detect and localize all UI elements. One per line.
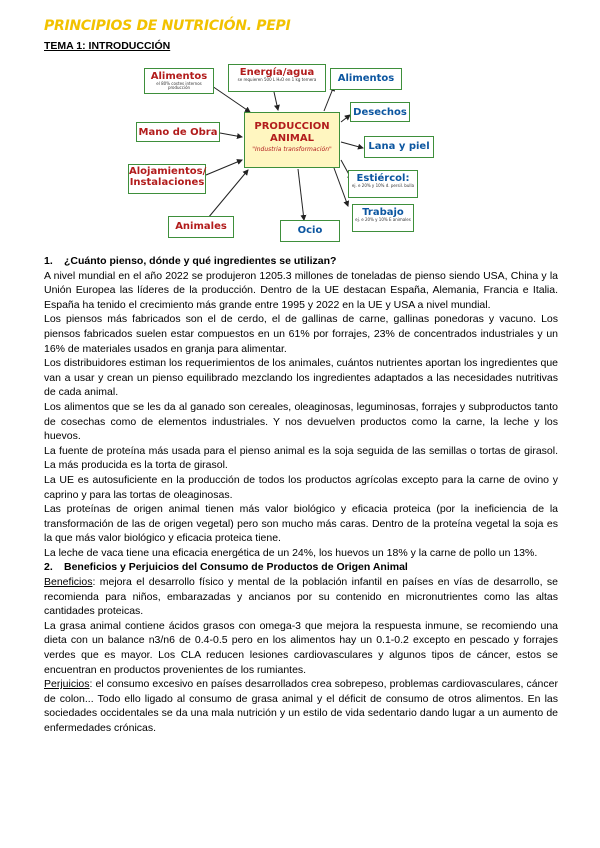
document-body xyxy=(44,254,558,736)
arrow-in-animales xyxy=(208,170,248,218)
section-1-number: 1. xyxy=(44,255,53,267)
arrow-out-trabajo xyxy=(334,168,348,206)
arrow-out-ocio xyxy=(298,169,304,220)
harms-text: : el consumo excesivo en países desarrollados crea sobrepeso, problemas cardiovasculares, cáncer de colon... Todo ello ligado al consumo de grasa animal y el déficit de consumo de otros alimentos. En las sociedades occidentales se da una mala nutrición y un estilo de vida sedentario dando lugar a un aumento de enfermedades crónicas. xyxy=(44,678,558,734)
arrow-in-energia xyxy=(274,92,278,110)
arrow-in-alojamientos xyxy=(206,160,242,175)
production-diagram xyxy=(128,60,468,244)
input-mano-obra-label: Mano de Obra xyxy=(138,127,218,138)
arrow-in-mano-obra xyxy=(220,133,242,137)
section-1-paragraph-4: Los alimentos que se les da al ganado son cereales, oleaginosas, leguminosas, forrajes y subproductos tanto de cosechas como de elementos industriales. Y nos devuelven productos como la carne, la leche y los huevos. xyxy=(44,400,558,443)
section-1-paragraph-3: Los distribuidores estiman los requerimientos de los animales, cuántos nutrientes aportan los ingredientes que van a usar y crean un pienso equilibrado mezclando los ingredientes adaptados a las necesidades nutritivas de cada animal. xyxy=(44,357,558,399)
output-lana-label: Lana y piel xyxy=(368,141,430,152)
section-2-paragraph-2: La grasa animal contiene ácidos grasos con omega-3 que mejora la respuesta inmune, se recomiendo una dieta con un balance n3/n6 de 0.4-0.5 pero en los alimentos hay un 0.1-0.2 excepto en pescado y forrajes verdes que es mayor. Los CLA reducen lesiones cardiovasculares y algunos tipos de cáncer, estos se encuentran en productos provenientes de los rumiantes. xyxy=(44,619,558,676)
section-2-harms xyxy=(44,677,558,735)
input-energia-note: se requieren 500 L H₂O en 1 kg ternera xyxy=(237,77,317,82)
document-title: PRINCIPIOS DE NUTRICIÓN. PEPI xyxy=(44,18,291,34)
section-1-paragraph-1: A nivel mundial en el año 2022 se produjeron 1205.3 millones de toneladas de pienso siendo USA, China y la Unión Europea las líderes de la producción. Dentro de la UE destacan España, Alemania, Francia e Italia. España ha tenido el crecimiento más grande entre 1995 y 2022 en la UE y USA a nivel mundial. xyxy=(44,269,558,311)
input-energia-box xyxy=(228,64,326,92)
arrow-out-lana xyxy=(341,142,363,148)
output-ocio-box xyxy=(280,220,340,242)
input-alojamientos-label: Alojamientos/ Instalaciones xyxy=(129,166,207,188)
section-1-paragraph-8: La leche de vaca tiene una eficacia energética de un 24%, los huevos un 18% y la carne de pollo un 13%. xyxy=(44,546,538,559)
output-desechos-box xyxy=(350,102,410,122)
section-1-paragraph-7: Las proteínas de origen animal tienen más valor biológico y eficacia proteica (por la ineficiencia de la transformación de las de origen vegetal) pero son mucho más caras. Dentro de la proteína vegetal la soja es la que más valor biológico y eficacia proteica tiene. xyxy=(44,503,558,545)
input-mano-obra-box xyxy=(136,122,220,142)
output-estiercol-box xyxy=(348,170,418,198)
section-1-paragraph-5: La fuente de proteína más usada para el pienso animal es la soja seguida de las semillas o tortas de girasol. La más producida es la torta de girasol. xyxy=(44,444,558,472)
output-trabajo-box xyxy=(352,204,414,232)
center-title: PRODUCCION ANIMAL xyxy=(254,121,330,144)
document-subtitle: TEMA 1: INTRODUCCIÓN xyxy=(44,40,171,52)
output-alimentos-box xyxy=(330,68,402,90)
section-1-heading xyxy=(44,254,558,269)
section-2-heading xyxy=(44,560,558,575)
output-desechos-label: Desechos xyxy=(353,107,407,118)
input-animales-label: Animales xyxy=(175,221,227,232)
section-1-paragraph-6: La UE es autosuficiente en la producción de todos los productos agrícolas excepto para la carne de ovino y caprino y para las tortas de oleaginosas. xyxy=(44,473,558,501)
output-alimentos-label: Alimentos xyxy=(337,73,395,84)
input-alimentos-box xyxy=(144,68,214,94)
input-alimentos-label: Alimentos xyxy=(150,71,208,82)
output-lana-box xyxy=(364,136,434,158)
output-ocio-label: Ocio xyxy=(297,225,323,236)
benefits-label: Beneficios xyxy=(44,576,93,589)
section-2-number: 2. xyxy=(44,561,53,574)
arrow-out-desechos xyxy=(341,115,350,122)
output-estiercol-label: Estiércol: xyxy=(356,173,410,184)
input-energia-label: Energía/agua xyxy=(239,67,315,78)
output-trabajo-note: ej. e 20% y 10% E animales xyxy=(355,217,411,222)
section-1-paragraph-2: Los piensos más fabricados son el de cerdo, el de gallinas de carne, gallinas ponedoras y vacuno. Los piensos fabricados suelen estar compuestos en un 61% por forrajes, 23% de concentrados industriales y un 16% de materiales usados en granja para alimentar. xyxy=(44,313,558,355)
input-animales-box xyxy=(168,216,234,238)
section-2-heading-text: Beneficios y Perjuicios del Consumo de Productos de Origen Animal xyxy=(64,561,408,574)
output-trabajo-label: Trabajo xyxy=(362,207,404,218)
harms-label: Perjuicios xyxy=(44,678,90,691)
benefits-text: : mejora el desarrollo físico y mental de la población infantil en países en vías de desarrollo, se recomienda para niños, embarazadas y ancianos por su contenido en micronutrientes como las altas cantidades proteicas. xyxy=(44,576,558,618)
input-alimentos-note: el 80% costes internos producción xyxy=(156,81,202,91)
center-subtitle: "Industria transformación" xyxy=(252,146,332,153)
center-produccion-animal xyxy=(244,112,340,168)
output-estiercol-note: ej. e 20% y 10% d. persil. bulla xyxy=(351,183,415,188)
input-alojamientos-box xyxy=(128,164,206,194)
section-1-heading-text: ¿Cuánto pienso, dónde y qué ingredientes se utilizan? xyxy=(64,255,337,267)
section-2-benefits xyxy=(44,575,558,619)
